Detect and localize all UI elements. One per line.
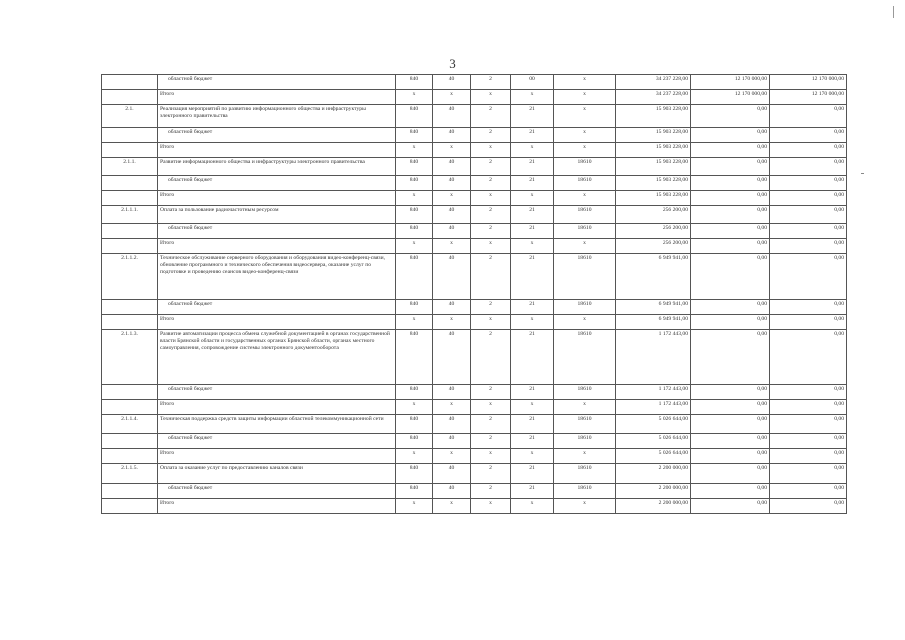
table-row bbox=[102, 75, 847, 90]
amount-cell-2: 0,00 bbox=[691, 385, 770, 400]
amount-cell-3: 0,00 bbox=[770, 239, 847, 254]
code-cell-5: х bbox=[554, 105, 616, 128]
code-cell-3: 2 bbox=[471, 484, 511, 499]
amount-cell-1: 1 172 443,00 bbox=[616, 330, 691, 385]
amount-cell-3: 0,00 bbox=[770, 499, 847, 514]
amount-cell-3: 0,00 bbox=[770, 128, 847, 143]
code-cell-5: х bbox=[554, 75, 616, 90]
amount-cell-1: 34 237 228,00 bbox=[616, 75, 691, 90]
description-cell: Оплата за оказание услуг по предоставлению каналов связи bbox=[158, 464, 396, 484]
row-number-cell bbox=[102, 224, 158, 239]
code-cell-1: 840 bbox=[396, 105, 433, 128]
amount-cell-1: 5 026 644,00 bbox=[616, 449, 691, 464]
table-row bbox=[102, 434, 847, 449]
amount-cell-1: 6 949 941,00 bbox=[616, 254, 691, 300]
amount-cell-1: 15 903 228,00 bbox=[616, 191, 691, 206]
code-cell-4: 21 bbox=[511, 254, 554, 300]
code-cell-4: 21 bbox=[511, 385, 554, 400]
amount-cell-1: 6 949 941,00 bbox=[616, 300, 691, 315]
code-cell-3: 2 bbox=[471, 385, 511, 400]
code-cell-1: х bbox=[396, 90, 433, 105]
amount-cell-2: 0,00 bbox=[691, 176, 770, 191]
table-row bbox=[102, 158, 847, 176]
code-cell-4: 21 bbox=[511, 300, 554, 315]
amount-cell-1: 15 903 228,00 bbox=[616, 128, 691, 143]
code-cell-1: 840 bbox=[396, 464, 433, 484]
amount-cell-1: 5 026 644,00 bbox=[616, 415, 691, 434]
code-cell-5: 18610 bbox=[554, 176, 616, 191]
description-cell: Итого bbox=[158, 315, 396, 330]
code-cell-3: 2 bbox=[471, 128, 511, 143]
amount-cell-2: 0,00 bbox=[691, 434, 770, 449]
code-cell-1: 840 bbox=[396, 434, 433, 449]
amount-cell-1: 256 200,00 bbox=[616, 224, 691, 239]
row-number-cell: 2.1. bbox=[102, 105, 158, 128]
description-cell: Итого bbox=[158, 499, 396, 514]
amount-cell-1: 2 200 000,00 bbox=[616, 484, 691, 499]
amount-cell-2: 0,00 bbox=[691, 464, 770, 484]
amount-cell-2: 0,00 bbox=[691, 105, 770, 128]
amount-cell-1: 15 903 228,00 bbox=[616, 143, 691, 158]
code-cell-4: х bbox=[511, 239, 554, 254]
code-cell-2: 40 bbox=[433, 158, 471, 176]
code-cell-3: х bbox=[471, 239, 511, 254]
code-cell-3: 2 bbox=[471, 105, 511, 128]
amount-cell-3: 0,00 bbox=[770, 206, 847, 224]
amount-cell-1: 15 903 228,00 bbox=[616, 176, 691, 191]
amount-cell-2: 0,00 bbox=[691, 415, 770, 434]
description-cell: Оплата за пользование радиочастотным ресурсом bbox=[158, 206, 396, 224]
table-row bbox=[102, 415, 847, 434]
code-cell-1: х bbox=[396, 499, 433, 514]
code-cell-5: 18610 bbox=[554, 434, 616, 449]
description-cell: Техническое обслуживание серверного оборудования и оборудования видео-конференц-связи, обновление программного и технического обеспечения видеосервера, оказание услуг по подготовке и проведению сеансов видео-конференц-связи bbox=[158, 254, 396, 300]
code-cell-4: 21 bbox=[511, 330, 554, 385]
description-cell: Итого bbox=[158, 400, 396, 415]
amount-cell-3: 0,00 bbox=[770, 385, 847, 400]
description-cell: Итого bbox=[158, 449, 396, 464]
code-cell-3: х bbox=[471, 449, 511, 464]
description-cell: Техническая поддержка средств защиты информации областной телекоммуникационной сети bbox=[158, 415, 396, 434]
budget-table-body bbox=[102, 75, 847, 514]
code-cell-5: 18610 bbox=[554, 224, 616, 239]
amount-cell-3: 0,00 bbox=[770, 484, 847, 499]
code-cell-2: х bbox=[433, 90, 471, 105]
amount-cell-2: 12 170 000,00 bbox=[691, 75, 770, 90]
table-row bbox=[102, 128, 847, 143]
description-cell: Развитие информационного общества и инфраструктуры электронного правительства bbox=[158, 158, 396, 176]
amount-cell-2: 0,00 bbox=[691, 400, 770, 415]
table-row bbox=[102, 239, 847, 254]
code-cell-1: 840 bbox=[396, 300, 433, 315]
code-cell-2: х bbox=[433, 499, 471, 514]
amount-cell-2: 0,00 bbox=[691, 300, 770, 315]
amount-cell-3: 0,00 bbox=[770, 400, 847, 415]
table-row bbox=[102, 499, 847, 514]
table-row bbox=[102, 191, 847, 206]
code-cell-2: 40 bbox=[433, 75, 471, 90]
amount-cell-3: 0,00 bbox=[770, 434, 847, 449]
code-cell-3: 2 bbox=[471, 176, 511, 191]
code-cell-1: 840 bbox=[396, 330, 433, 385]
code-cell-2: 40 bbox=[433, 464, 471, 484]
code-cell-5: 18610 bbox=[554, 254, 616, 300]
code-cell-3: 2 bbox=[471, 300, 511, 315]
description-cell: Развитие автоматизации процесса обмена служебной документацией в органах государственной власти Брянской области и государственных органах Брянской области, органах местного самоуправления, сопровождение системы электронного документооборота bbox=[158, 330, 396, 385]
code-cell-5: х bbox=[554, 315, 616, 330]
code-cell-1: 840 bbox=[396, 75, 433, 90]
code-cell-4: х bbox=[511, 499, 554, 514]
code-cell-1: х bbox=[396, 449, 433, 464]
code-cell-3: х bbox=[471, 143, 511, 158]
code-cell-3: х bbox=[471, 191, 511, 206]
code-cell-1: х bbox=[396, 239, 433, 254]
amount-cell-3: 0,00 bbox=[770, 330, 847, 385]
row-number-cell bbox=[102, 239, 158, 254]
code-cell-2: х bbox=[433, 400, 471, 415]
amount-cell-1: 15 903 228,00 bbox=[616, 105, 691, 128]
amount-cell-1: 256 200,00 bbox=[616, 239, 691, 254]
row-number-cell bbox=[102, 484, 158, 499]
scan-edge-mark bbox=[893, 6, 894, 18]
amount-cell-1: 6 949 941,00 bbox=[616, 315, 691, 330]
amount-cell-2: 0,00 bbox=[691, 191, 770, 206]
code-cell-5: х bbox=[554, 191, 616, 206]
row-number-cell bbox=[102, 499, 158, 514]
code-cell-2: 40 bbox=[433, 385, 471, 400]
description-cell: Реализация мероприятий по развитию информационного общества и инфраструктуры электронного правительства bbox=[158, 105, 396, 128]
code-cell-3: 2 bbox=[471, 415, 511, 434]
code-cell-1: 840 bbox=[396, 158, 433, 176]
code-cell-3: 2 bbox=[471, 158, 511, 176]
description-cell: областной бюджет bbox=[158, 385, 396, 400]
code-cell-4: х bbox=[511, 143, 554, 158]
code-cell-5: 18610 bbox=[554, 300, 616, 315]
code-cell-3: 2 bbox=[471, 330, 511, 385]
table-row bbox=[102, 315, 847, 330]
description-cell: областной бюджет bbox=[158, 128, 396, 143]
row-number-cell: 2.1.1.1. bbox=[102, 206, 158, 224]
code-cell-3: х bbox=[471, 90, 511, 105]
description-cell: областной бюджет bbox=[158, 300, 396, 315]
amount-cell-3: 0,00 bbox=[770, 449, 847, 464]
amount-cell-3: 0,00 bbox=[770, 224, 847, 239]
code-cell-3: 2 bbox=[471, 224, 511, 239]
description-cell: Итого bbox=[158, 90, 396, 105]
code-cell-4: 21 bbox=[511, 105, 554, 128]
code-cell-2: х bbox=[433, 239, 471, 254]
code-cell-5: х bbox=[554, 143, 616, 158]
amount-cell-2: 0,00 bbox=[691, 158, 770, 176]
amount-cell-2: 0,00 bbox=[691, 484, 770, 499]
code-cell-2: 40 bbox=[433, 254, 471, 300]
code-cell-1: 840 bbox=[396, 415, 433, 434]
code-cell-4: 21 bbox=[511, 224, 554, 239]
code-cell-5: х bbox=[554, 239, 616, 254]
row-number-cell: 2.1.1. bbox=[102, 158, 158, 176]
code-cell-2: 40 bbox=[433, 415, 471, 434]
code-cell-2: х bbox=[433, 449, 471, 464]
amount-cell-2: 0,00 bbox=[691, 128, 770, 143]
code-cell-4: х bbox=[511, 315, 554, 330]
amount-cell-2: 0,00 bbox=[691, 315, 770, 330]
table-row bbox=[102, 254, 847, 300]
table-row bbox=[102, 143, 847, 158]
description-cell: Итого bbox=[158, 191, 396, 206]
code-cell-1: 840 bbox=[396, 224, 433, 239]
row-number-cell bbox=[102, 143, 158, 158]
row-number-cell bbox=[102, 385, 158, 400]
table-row bbox=[102, 449, 847, 464]
code-cell-1: х bbox=[396, 143, 433, 158]
code-cell-1: 840 bbox=[396, 484, 433, 499]
scan-speck bbox=[861, 173, 864, 174]
code-cell-3: х bbox=[471, 315, 511, 330]
table-row bbox=[102, 385, 847, 400]
row-number-cell bbox=[102, 191, 158, 206]
code-cell-2: 40 bbox=[433, 300, 471, 315]
description-cell: областной бюджет bbox=[158, 224, 396, 239]
description-cell: Итого bbox=[158, 239, 396, 254]
code-cell-2: 40 bbox=[433, 330, 471, 385]
amount-cell-2: 0,00 bbox=[691, 224, 770, 239]
code-cell-3: 2 bbox=[471, 206, 511, 224]
description-cell: областной бюджет bbox=[158, 176, 396, 191]
amount-cell-2: 12 170 000,00 bbox=[691, 90, 770, 105]
code-cell-1: 840 bbox=[396, 176, 433, 191]
row-number-cell: 2.1.1.2. bbox=[102, 254, 158, 300]
code-cell-3: 2 bbox=[471, 464, 511, 484]
code-cell-2: х bbox=[433, 315, 471, 330]
amount-cell-1: 5 026 644,00 bbox=[616, 434, 691, 449]
table-row bbox=[102, 224, 847, 239]
amount-cell-2: 0,00 bbox=[691, 499, 770, 514]
row-number-cell bbox=[102, 75, 158, 90]
code-cell-4: х bbox=[511, 90, 554, 105]
code-cell-5: 18610 bbox=[554, 464, 616, 484]
amount-cell-3: 0,00 bbox=[770, 191, 847, 206]
code-cell-3: 2 bbox=[471, 254, 511, 300]
code-cell-3: х bbox=[471, 400, 511, 415]
code-cell-1: 840 bbox=[396, 254, 433, 300]
code-cell-4: 21 bbox=[511, 158, 554, 176]
code-cell-4: 21 bbox=[511, 484, 554, 499]
code-cell-5: 18610 bbox=[554, 206, 616, 224]
code-cell-5: х bbox=[554, 400, 616, 415]
amount-cell-3: 0,00 bbox=[770, 315, 847, 330]
code-cell-5: х bbox=[554, 449, 616, 464]
amount-cell-2: 0,00 bbox=[691, 206, 770, 224]
amount-cell-1: 1 172 443,00 bbox=[616, 385, 691, 400]
code-cell-4: х bbox=[511, 449, 554, 464]
code-cell-3: х bbox=[471, 499, 511, 514]
amount-cell-1: 256 200,00 bbox=[616, 206, 691, 224]
code-cell-2: 40 bbox=[433, 176, 471, 191]
code-cell-1: х bbox=[396, 315, 433, 330]
table-row bbox=[102, 400, 847, 415]
table-row bbox=[102, 300, 847, 315]
amount-cell-3: 0,00 bbox=[770, 415, 847, 434]
code-cell-4: 21 bbox=[511, 434, 554, 449]
description-cell: областной бюджет bbox=[158, 75, 396, 90]
amount-cell-1: 2 200 000,00 bbox=[616, 499, 691, 514]
amount-cell-2: 0,00 bbox=[691, 330, 770, 385]
row-number-cell bbox=[102, 400, 158, 415]
code-cell-4: 00 bbox=[511, 75, 554, 90]
code-cell-2: 40 bbox=[433, 434, 471, 449]
code-cell-2: 40 bbox=[433, 206, 471, 224]
row-number-cell bbox=[102, 300, 158, 315]
code-cell-1: х bbox=[396, 191, 433, 206]
amount-cell-3: 12 170 000,00 bbox=[770, 90, 847, 105]
code-cell-3: 2 bbox=[471, 75, 511, 90]
page-number: 3 bbox=[449, 56, 456, 71]
row-number-cell bbox=[102, 434, 158, 449]
row-number-cell bbox=[102, 90, 158, 105]
row-number-cell: 2.1.1.4. bbox=[102, 415, 158, 434]
code-cell-2: 40 bbox=[433, 128, 471, 143]
description-cell: Итого bbox=[158, 143, 396, 158]
amount-cell-2: 0,00 bbox=[691, 254, 770, 300]
code-cell-2: х bbox=[433, 191, 471, 206]
budget-table bbox=[101, 74, 847, 514]
code-cell-2: х bbox=[433, 143, 471, 158]
code-cell-1: 840 bbox=[396, 128, 433, 143]
code-cell-5: х bbox=[554, 90, 616, 105]
table-row bbox=[102, 105, 847, 128]
code-cell-1: х bbox=[396, 400, 433, 415]
table-row bbox=[102, 484, 847, 499]
code-cell-4: 21 bbox=[511, 464, 554, 484]
amount-cell-2: 0,00 bbox=[691, 143, 770, 158]
amount-cell-3: 0,00 bbox=[770, 254, 847, 300]
table-row bbox=[102, 206, 847, 224]
code-cell-5: 18610 bbox=[554, 385, 616, 400]
code-cell-5: 18610 bbox=[554, 415, 616, 434]
amount-cell-3: 0,00 bbox=[770, 143, 847, 158]
code-cell-4: 21 bbox=[511, 415, 554, 434]
amount-cell-1: 15 903 228,00 bbox=[616, 158, 691, 176]
code-cell-4: 21 bbox=[511, 206, 554, 224]
row-number-cell: 2.1.1.5. bbox=[102, 464, 158, 484]
amount-cell-2: 0,00 bbox=[691, 449, 770, 464]
amount-cell-3: 0,00 bbox=[770, 105, 847, 128]
description-cell: областной бюджет bbox=[158, 484, 396, 499]
row-number-cell bbox=[102, 449, 158, 464]
code-cell-5: 18610 bbox=[554, 484, 616, 499]
table-row bbox=[102, 330, 847, 385]
amount-cell-1: 34 237 228,00 bbox=[616, 90, 691, 105]
code-cell-4: 21 bbox=[511, 128, 554, 143]
code-cell-2: 40 bbox=[433, 224, 471, 239]
code-cell-5: 18610 bbox=[554, 330, 616, 385]
amount-cell-3: 0,00 bbox=[770, 300, 847, 315]
table-row bbox=[102, 90, 847, 105]
amount-cell-1: 2 200 000,00 bbox=[616, 464, 691, 484]
amount-cell-2: 0,00 bbox=[691, 239, 770, 254]
amount-cell-3: 0,00 bbox=[770, 158, 847, 176]
amount-cell-3: 0,00 bbox=[770, 176, 847, 191]
amount-cell-1: 1 172 443,00 bbox=[616, 400, 691, 415]
code-cell-4: х bbox=[511, 191, 554, 206]
code-cell-1: 840 bbox=[396, 206, 433, 224]
code-cell-1: 840 bbox=[396, 385, 433, 400]
row-number-cell bbox=[102, 176, 158, 191]
row-number-cell bbox=[102, 128, 158, 143]
row-number-cell: 2.1.1.3. bbox=[102, 330, 158, 385]
code-cell-4: 21 bbox=[511, 176, 554, 191]
amount-cell-3: 0,00 bbox=[770, 464, 847, 484]
code-cell-5: х bbox=[554, 128, 616, 143]
code-cell-2: 40 bbox=[433, 105, 471, 128]
table-row bbox=[102, 176, 847, 191]
code-cell-5: 18610 bbox=[554, 158, 616, 176]
code-cell-3: 2 bbox=[471, 434, 511, 449]
row-number-cell bbox=[102, 315, 158, 330]
table-row bbox=[102, 464, 847, 484]
code-cell-5: х bbox=[554, 499, 616, 514]
amount-cell-3: 12 170 000,00 bbox=[770, 75, 847, 90]
description-cell: областной бюджет bbox=[158, 434, 396, 449]
code-cell-2: 40 bbox=[433, 484, 471, 499]
code-cell-4: х bbox=[511, 400, 554, 415]
